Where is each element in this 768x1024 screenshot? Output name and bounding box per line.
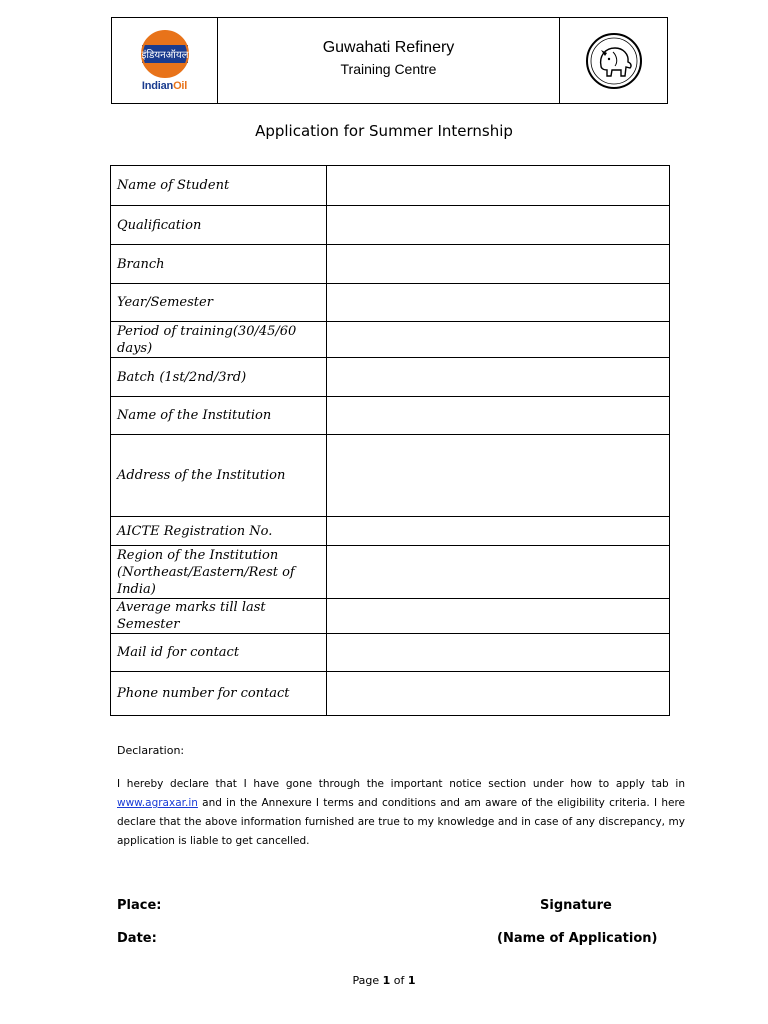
phone-number-field[interactable] <box>327 672 670 716</box>
organization-unit: Training Centre <box>340 60 437 77</box>
field-label: Branch <box>111 245 327 284</box>
aicte-registration-input[interactable] <box>327 517 669 545</box>
declaration-heading: Declaration: <box>117 744 185 757</box>
field-label: AICTE Registration No. <box>111 517 327 546</box>
form-row-mail-id <box>111 634 670 672</box>
indianoil-wordmark: IndianOil <box>141 79 188 92</box>
form-row-aicte-registration <box>111 517 670 546</box>
page-total: 1 <box>407 974 416 987</box>
address-of-institution-input[interactable] <box>327 462 669 490</box>
field-label: Name of the Institution <box>111 397 327 435</box>
indianoil-emblem-icon <box>141 30 189 78</box>
name-of-institution-field[interactable] <box>327 397 670 435</box>
form-row-address-of-institution <box>111 435 670 517</box>
form-row-name-of-institution <box>111 397 670 435</box>
page-mid: of <box>390 974 408 987</box>
field-label: Region of the Institution (Northeast/Eastern/Rest of India) <box>111 546 327 599</box>
form-row-qualification <box>111 206 670 245</box>
field-label: Year/Semester <box>111 284 327 322</box>
batch-field[interactable] <box>327 358 670 397</box>
mail-id-input[interactable] <box>327 639 669 667</box>
region-of-institution-field[interactable] <box>327 546 670 599</box>
form-row-average-marks <box>111 599 670 634</box>
year-semester-field[interactable] <box>327 284 670 322</box>
period-of-training-input[interactable] <box>327 326 669 354</box>
field-label: Phone number for contact <box>111 672 327 716</box>
branch-input[interactable] <box>327 250 669 278</box>
declaration-text-part2: and in the Annexure I terms and conditions and am aware of the eligibility criteria. I here declare that the above information furnished are true to my knowledge and in case of any discrepancy, my application is liable to get cancelled. <box>117 797 685 847</box>
address-of-institution-field[interactable] <box>327 435 670 517</box>
qualification-input[interactable] <box>327 211 669 239</box>
svg-text:इंडियनऑयल: इंडियनऑयल <box>140 49 189 61</box>
year-semester-input[interactable] <box>327 289 669 317</box>
form-row-region-of-institution <box>111 546 670 599</box>
name-of-student-field[interactable] <box>327 166 670 206</box>
field-label: Batch (1st/2nd/3rd) <box>111 358 327 397</box>
aicte-registration-field[interactable] <box>327 517 670 546</box>
letterhead <box>111 17 668 104</box>
phone-number-input[interactable] <box>327 680 669 708</box>
agraxar-website-link[interactable]: www.agraxar.in <box>117 797 198 809</box>
application-form-table <box>110 165 670 716</box>
branch-field[interactable] <box>327 245 670 284</box>
field-label: Period of training(30/45/60 days) <box>111 322 327 358</box>
signature-label: Signature <box>540 898 612 913</box>
indianoil-logo <box>141 30 189 92</box>
indianoil-logo-cell <box>112 18 218 103</box>
field-label: Address of the Institution <box>111 435 327 517</box>
average-marks-field[interactable] <box>327 599 670 634</box>
batch-input[interactable] <box>327 363 669 391</box>
field-label: Average marks till last Semester <box>111 599 327 634</box>
form-row-phone-number <box>111 672 670 716</box>
declaration-text <box>117 775 685 851</box>
period-of-training-field[interactable] <box>327 322 670 358</box>
form-title: Application for Summer Internship <box>255 122 513 140</box>
page-number <box>0 974 768 987</box>
form-row-period-of-training <box>111 322 670 358</box>
name-of-applicant-label: (Name of Application) <box>497 931 658 946</box>
name-of-student-input[interactable] <box>327 172 669 200</box>
region-of-institution-input[interactable] <box>327 558 669 586</box>
elephant-emblem-cell <box>559 18 667 103</box>
organization-name: Guwahati Refinery <box>322 38 455 56</box>
name-of-institution-input[interactable] <box>327 402 669 430</box>
qualification-field[interactable] <box>327 206 670 245</box>
field-label: Mail id for contact <box>111 634 327 672</box>
form-row-branch <box>111 245 670 284</box>
mail-id-field[interactable] <box>327 634 670 672</box>
field-label: Name of Student <box>111 166 327 206</box>
page-current: 1 <box>382 974 391 987</box>
place-label: Place: <box>117 898 162 913</box>
form-row-name-of-student <box>111 166 670 206</box>
field-label: Qualification <box>111 206 327 245</box>
average-marks-input[interactable] <box>327 602 669 630</box>
page-prefix: Page <box>352 974 383 987</box>
form-row-batch <box>111 358 670 397</box>
form-row-year-semester <box>111 284 670 322</box>
declaration-text-part1: I hereby declare that I have gone through the important notice section under how to apply tab in <box>117 778 685 790</box>
letterhead-title-cell <box>218 18 559 103</box>
rhino-emblem-icon <box>585 32 643 90</box>
date-label: Date: <box>117 931 157 946</box>
